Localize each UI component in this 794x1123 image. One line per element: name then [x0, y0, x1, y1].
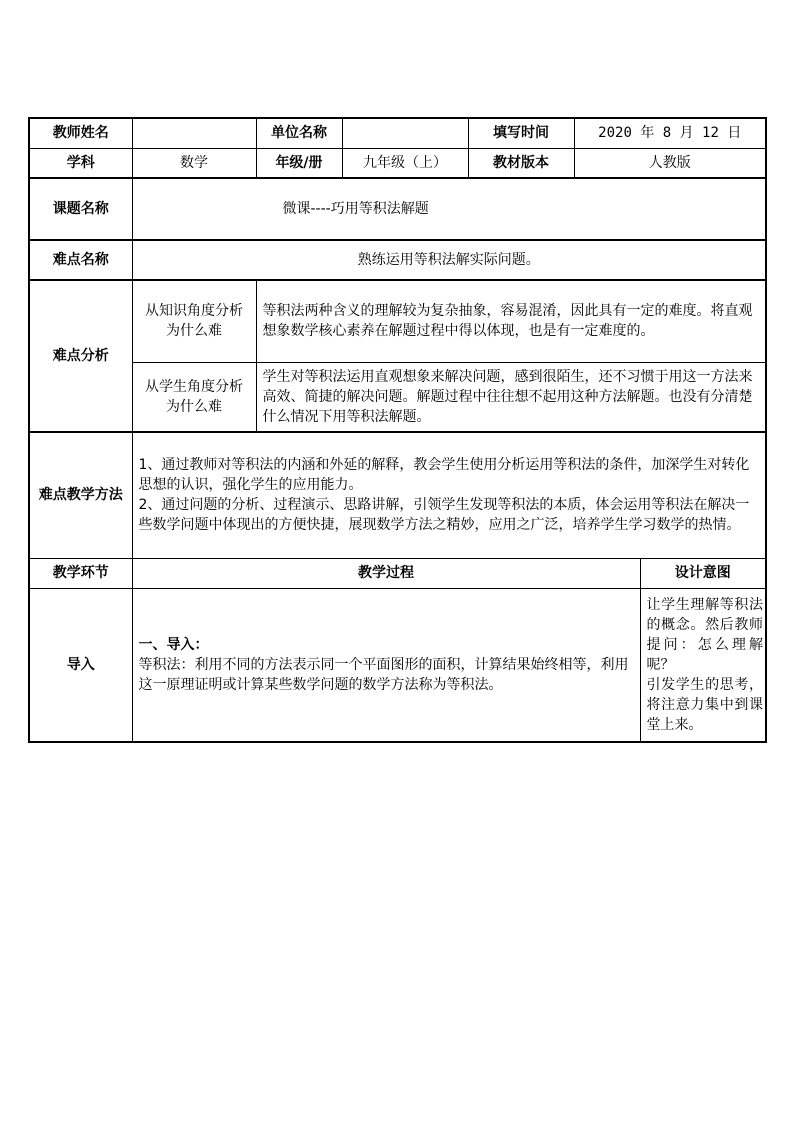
intro-intent-2: 引发学生的思考，将注意力集中到课堂上来。: [646, 676, 763, 733]
student-angle-label: 从学生角度分析为什么难: [132, 362, 256, 432]
analysis-knowledge-row: [29, 280, 766, 362]
method-row: [29, 432, 766, 558]
grade-value: 九年级（上）: [342, 148, 468, 178]
fill-date-label: 填写时间: [468, 118, 574, 148]
difficulty-row: [29, 240, 766, 280]
knowledge-angle-text: 等积法两种含义的理解较为复杂抽象，容易混淆，因此具有一定的难度。将直观想象数学核心素养在解题过程中得以体现，也是有一定难度的。: [256, 280, 766, 362]
unit-name-value: [342, 118, 468, 148]
header-row-1: [29, 118, 766, 148]
topic-row: [29, 178, 766, 240]
fill-date-value: 2020 年 8 月 12 日: [574, 118, 766, 148]
analysis-student-row: [29, 362, 766, 432]
knowledge-angle-label: 从知识角度分析为什么难: [132, 280, 256, 362]
intro-stage: 导入: [29, 588, 132, 742]
intro-heading: 一、导入：: [138, 636, 209, 653]
edition-value: 人教版: [574, 148, 766, 178]
subject-label: 学科: [29, 148, 132, 178]
stage-header: 教学环节: [29, 558, 132, 588]
intro-process: [132, 588, 640, 742]
method-item-1: 1、通过教师对等积法的内涵和外延的解释，教会学生使用分析运用等积法的条件，加深学生对转化思想的认识，强化学生的应用能力。: [138, 457, 750, 494]
difficulty-label: 难点名称: [29, 240, 132, 280]
teacher-name-label: 教师姓名: [29, 118, 132, 148]
intro-text: 等积法：利用不同的方法表示同一个平面图形的面积，计算结果始终相等，利用这一原理证明或计算某些数学问题的数学方法称为等积法。: [138, 656, 629, 693]
method-content: [132, 432, 766, 558]
topic-value: 微课----巧用等积法解题: [132, 178, 766, 240]
lesson-plan-table: [28, 117, 767, 743]
unit-name-label: 单位名称: [256, 118, 342, 148]
teacher-name-value: [132, 118, 256, 148]
header-row-2: [29, 148, 766, 178]
process-header: 教学过程: [132, 558, 640, 588]
intro-row: [29, 588, 766, 742]
method-label: 难点教学方法: [29, 432, 132, 558]
intent-header: 设计意图: [640, 558, 766, 588]
grade-label: 年级/册: [256, 148, 342, 178]
analysis-label: 难点分析: [29, 280, 132, 432]
intro-intent-1: 让学生理解等积法的概念。然后教师提问：怎么理解呢？: [646, 596, 763, 673]
intro-intent: [640, 588, 766, 742]
process-header-row: [29, 558, 766, 588]
method-item-2: 2、通过问题的分析、过程演示、思路讲解，引领学生发现等积法的本质，体会运用等积法在解决一些数学问题中体现出的方便快捷，展现数学方法之精妙，应用之广泛，培养学生学习数学的热情。: [138, 497, 750, 534]
topic-label: 课题名称: [29, 178, 132, 240]
student-angle-text: 学生对等积法运用直观想象来解决问题，感到很陌生，还不习惯于用这一方法来高效、简捷的解决问题。解题过程中往往想不起用这种方法解题。也没有分清楚什么情况下用等积法解题。: [256, 362, 766, 432]
difficulty-value: 熟练运用等积法解实际问题。: [132, 240, 766, 280]
subject-value: 数学: [132, 148, 256, 178]
edition-label: 教材版本: [468, 148, 574, 178]
